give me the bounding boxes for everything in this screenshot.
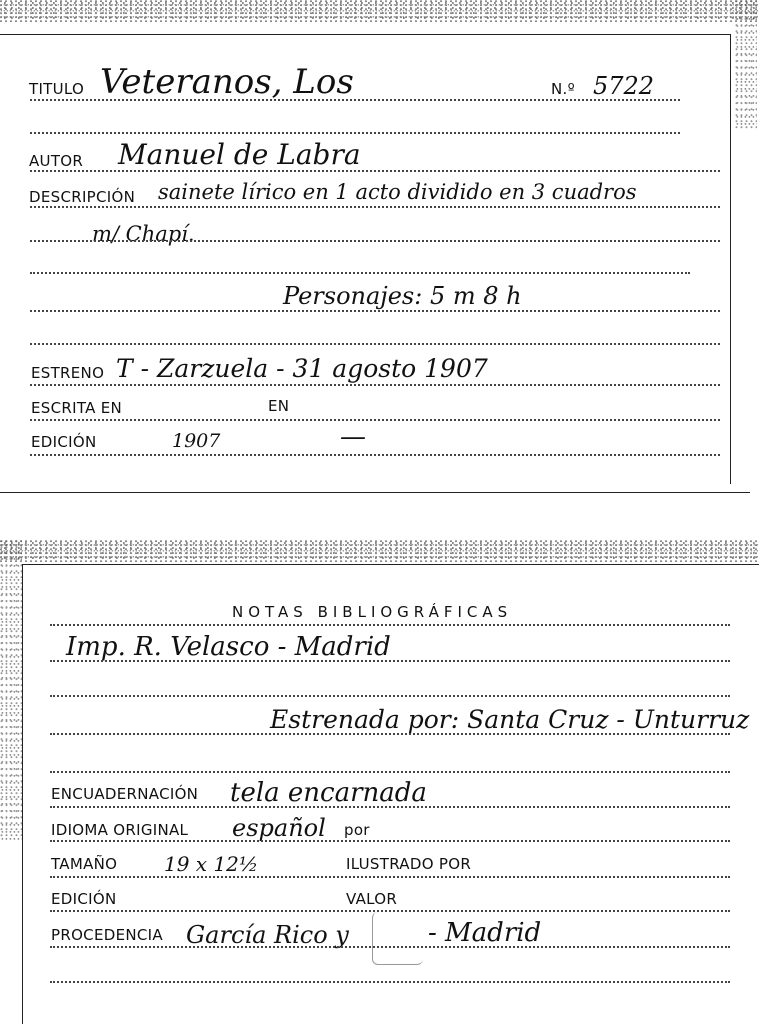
label-edicion: EDICIÓN: [31, 433, 97, 451]
value-tamano: 19 x 12½: [164, 852, 259, 876]
dotted-line: [30, 310, 720, 312]
value-descripcion-1: sainete lírico en 1 acto dividido en 3 cuadros: [158, 180, 637, 204]
redacted-area: [372, 912, 423, 965]
label-en: EN: [268, 397, 290, 415]
label-idioma: IDIOMA ORIGINAL: [51, 821, 189, 839]
label-escrita-en: ESCRITA EN: [31, 399, 123, 417]
dotted-line: [30, 384, 720, 386]
label-estreno: ESTRENO: [31, 364, 105, 382]
dotted-line: [50, 624, 730, 626]
label-autor: AUTOR: [29, 152, 84, 170]
value-personajes: Personajes: 5 m 8 h: [283, 282, 522, 310]
dotted-line: [30, 454, 720, 456]
card-top-border: [0, 34, 730, 35]
dotted-line: [30, 419, 720, 421]
label-valor: VALOR: [346, 890, 398, 908]
dotted-line: [50, 840, 730, 842]
dotted-line: [30, 240, 720, 242]
dotted-line: [30, 170, 720, 172]
value-procedencia-2: - Madrid: [428, 918, 542, 948]
card-edge-texture: [0, 540, 759, 562]
value-titulo: Veteranos, Los: [100, 62, 354, 102]
label-procedencia: PROCEDENCIA: [51, 926, 163, 944]
label-titulo: TITULO: [29, 80, 85, 98]
dotted-line: [50, 981, 730, 983]
catalog-card-back: [0, 540, 759, 1028]
dotted-line: [30, 343, 720, 345]
value-en-mark: —: [340, 422, 366, 452]
dotted-line: [30, 272, 690, 274]
value-procedencia-1: García Rico y: [186, 921, 349, 949]
value-edicion: 1907: [172, 430, 221, 452]
label-ilustrado: ILUSTRADO POR: [346, 855, 472, 873]
label-edicion-2: EDICIÓN: [51, 890, 117, 908]
card-edge-texture-left: [0, 540, 22, 840]
value-imprenta: Imp. R. Velasco - Madrid: [66, 632, 391, 662]
dotted-line: [50, 806, 730, 808]
label-por: por: [344, 821, 370, 839]
value-encuadernacion: tela encarnada: [230, 778, 427, 808]
card-right-border: [730, 34, 731, 484]
dotted-line: [50, 876, 730, 878]
dotted-line: [30, 99, 680, 101]
label-encuadernacion: ENCUADERNACIÓN: [51, 785, 199, 803]
dotted-line: [50, 660, 730, 662]
card-edge-texture-right: [735, 0, 757, 130]
dotted-line: [50, 695, 730, 697]
label-numero: N.º: [551, 80, 575, 98]
dotted-line: [50, 946, 730, 948]
value-numero: 5722: [593, 72, 655, 100]
value-autor: Manuel de Labra: [118, 138, 361, 171]
value-estrenada: Estrenada por: Santa Cruz - Unturruz: [270, 705, 750, 734]
dotted-line: [50, 733, 730, 735]
card-edge-texture: [0, 0, 759, 22]
notas-heading: NOTAS BIBLIOGRÁFICAS: [232, 603, 513, 621]
label-descripcion: DESCRIPCIÓN: [29, 188, 136, 206]
catalog-card-front: [0, 0, 759, 495]
dotted-line: [30, 132, 680, 134]
value-descripcion-2: m/ Chapí.: [92, 222, 195, 246]
card-top-border: [22, 564, 759, 565]
dotted-line: [30, 206, 720, 208]
value-estreno: T - Zarzuela - 31 agosto 1907: [116, 354, 488, 383]
dotted-line: [50, 771, 730, 773]
card-left-border: [22, 564, 23, 1024]
card-bottom-edge: [0, 492, 750, 493]
label-tamano: TAMAÑO: [51, 855, 118, 873]
value-idioma: español: [232, 814, 326, 842]
